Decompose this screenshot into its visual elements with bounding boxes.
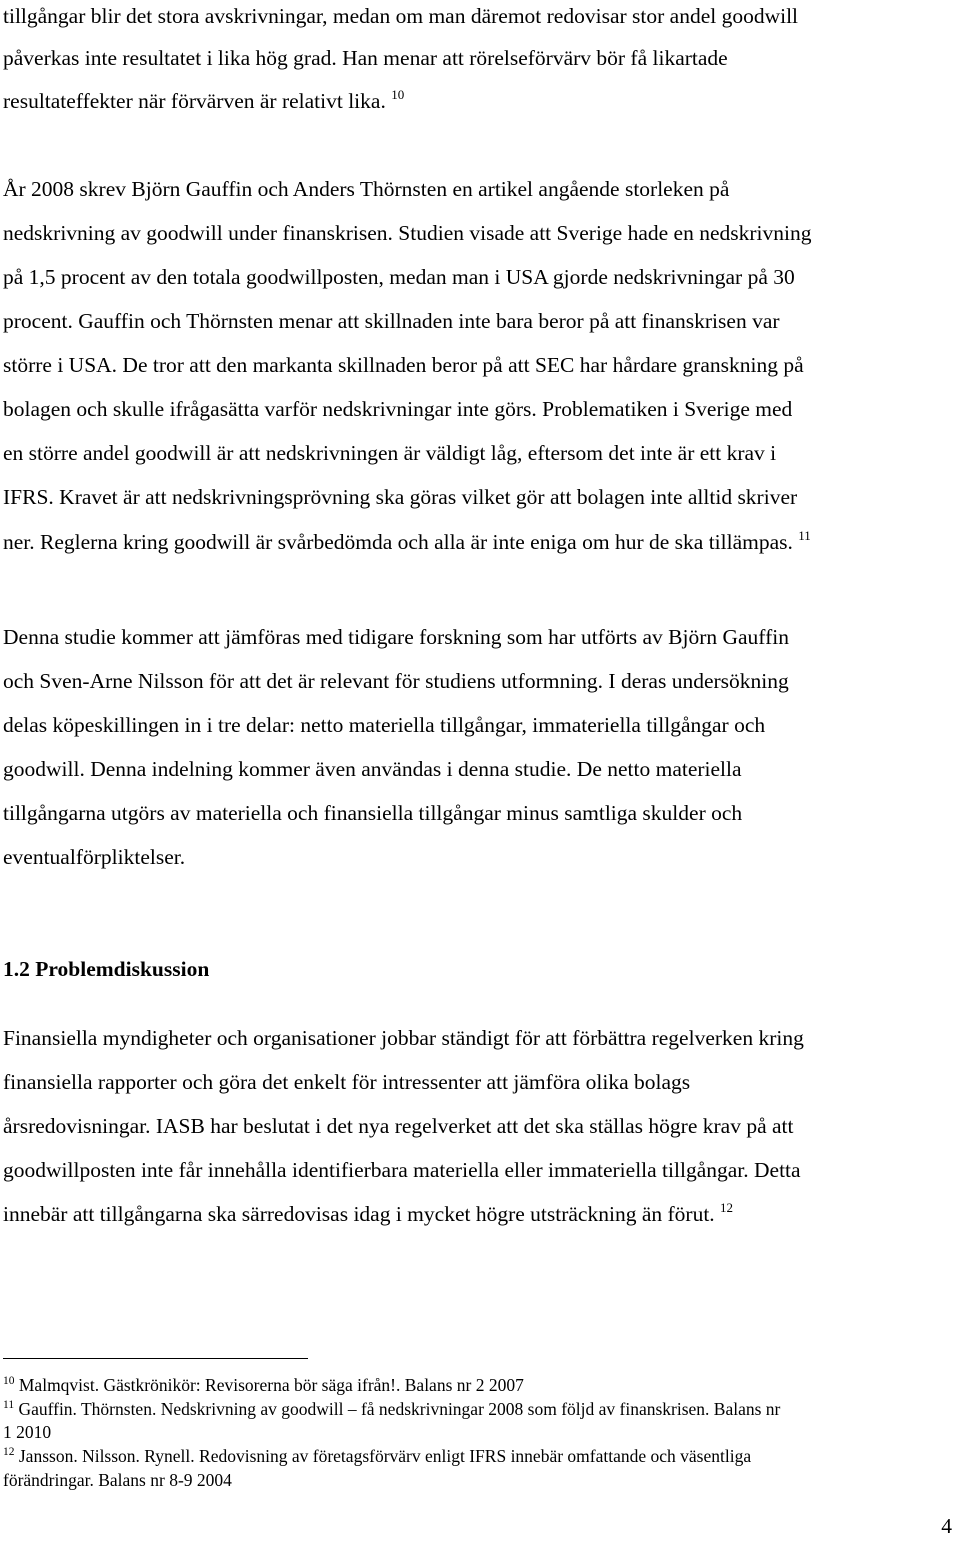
- footnote-text: Malmqvist. Gästkrönikör: Revisorerna bör säga ifrån!. Balans nr 2 2007: [18, 1375, 524, 1395]
- footnote-number: 10: [3, 1375, 15, 1387]
- text-line: eventualförpliktelser.: [3, 845, 186, 869]
- footnote-number: 12: [3, 1446, 15, 1458]
- footnote: [3, 1398, 780, 1420]
- text-line: procent. Gauffin och Thörnsten menar att skillnaden inte bara beror på att finanskrisen var: [3, 309, 780, 333]
- text-line: År 2008 skrev Björn Gauffin och Anders Thörnsten en artikel angående storleken på: [3, 177, 730, 201]
- footnote-ref: 12: [720, 1200, 734, 1215]
- text-line: nedskrivning av goodwill under finanskrisen. Studien visade att Sverige hade en nedskrivning: [3, 221, 812, 245]
- text-line: [3, 1201, 733, 1227]
- text-line: en större andel goodwill är att nedskrivningen är väldigt låg, eftersom det inte är ett krav i: [3, 441, 777, 465]
- footnote: [3, 1445, 751, 1467]
- footnote-continuation: förändringar. Balans nr 8-9 2004: [3, 1470, 232, 1490]
- text-line-content: innebär att tillgångarna ska särredovisas idag i mycket högre utsträckning än förut.: [3, 1202, 715, 1226]
- text-line: goodwill. Denna indelning kommer även användas i denna studie. De netto materiella: [3, 757, 742, 781]
- text-line: Denna studie kommer att jämföras med tidigare forskning som har utförts av Björn Gauffin: [3, 625, 789, 649]
- footnote-separator: [3, 1358, 308, 1359]
- text-line: goodwillposten inte får innehålla identifierbara materiella eller immateriella tillgångar. Detta: [3, 1158, 801, 1182]
- text-line: tillgångar blir det stora avskrivningar, medan om man däremot redovisar stor andel goodwill: [3, 4, 799, 28]
- text-line: och Sven-Arne Nilsson för att det är relevant för studiens utformning. I deras undersökning: [3, 669, 789, 693]
- section-heading: 1.2 Problemdiskussion: [3, 957, 210, 981]
- text-line: påverkas inte resultatet i lika hög grad. Han menar att rörelseförvärv bör få likartade: [3, 46, 728, 70]
- footnote-text: Gauffin. Thörnsten. Nedskrivning av goodwill – få nedskrivningar 2008 som följd av finanskrisen. Balans nr: [18, 1399, 781, 1419]
- text-line: [3, 529, 811, 555]
- footnote: [3, 1374, 524, 1396]
- text-line: årsredovisningar. IASB har beslutat i det nya regelverket att det ska ställas högre krav på att: [3, 1114, 794, 1138]
- footnote-ref: 10: [391, 87, 405, 102]
- text-line-content: ner. Reglerna kring goodwill är svårbedömda och alla är inte eniga om hur de ska tillämpas.: [3, 530, 793, 554]
- text-line: Finansiella myndigheter och organisationer jobbar ständigt för att förbättra regelverken kring: [3, 1026, 804, 1050]
- page-number: 4: [941, 1514, 952, 1538]
- footnote-text: Jansson. Nilsson. Rynell. Redovisning av företagsförvärv enligt IFRS innebär omfattande och väsentliga: [18, 1446, 752, 1466]
- text-line: på 1,5 procent av den totala goodwillposten, medan man i USA gjorde nedskrivningar på 30: [3, 265, 795, 289]
- text-line-content: resultateffekter när förvärven är relativt lika.: [3, 89, 386, 113]
- text-line: bolagen och skulle ifrågasätta varför nedskrivningar inte görs. Problematiken i Sverige med: [3, 397, 793, 421]
- footnote-number: 11: [3, 1399, 15, 1411]
- text-line: [3, 88, 404, 114]
- text-line: tillgångarna utgörs av materiella och finansiella tillgångar minus samtliga skulder och: [3, 801, 743, 825]
- text-line: finansiella rapporter och göra det enkelt för intressenter att jämföra olika bolags: [3, 1070, 691, 1094]
- text-line: IFRS. Kravet är att nedskrivningsprövning ska göras vilket gör att bolagen inte alltid skriver: [3, 485, 798, 509]
- footnote-continuation: 1 2010: [3, 1422, 52, 1442]
- text-line: delas köpeskillingen in i tre delar: netto materiella tillgångar, immateriella tillgångar och: [3, 713, 766, 737]
- footnote-ref: 11: [798, 528, 811, 543]
- text-line: större i USA. De tror att den markanta skillnaden beror på att SEC har hårdare granskning på: [3, 353, 804, 377]
